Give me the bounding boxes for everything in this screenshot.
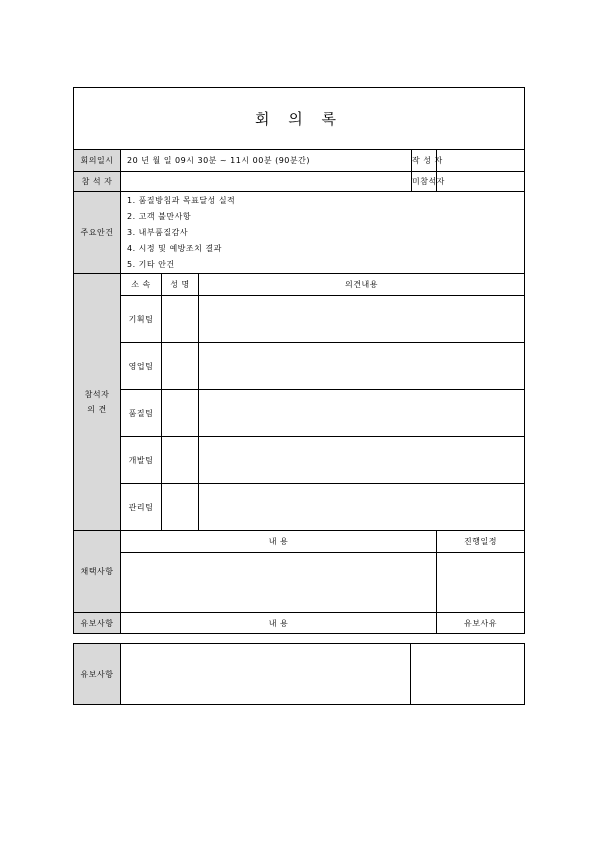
dept-header: 소 속 — [121, 274, 162, 296]
opinion-field[interactable] — [199, 437, 525, 484]
agenda-label: 주요안건 — [74, 192, 121, 274]
minutes-form-table — [73, 87, 525, 634]
schedule-header: 진행일정 — [437, 531, 525, 553]
adopted-content-field[interactable] — [121, 553, 437, 613]
name-field[interactable] — [162, 296, 199, 343]
dept-cell: 품질팀 — [121, 390, 162, 437]
attendees-label: 참 석 자 — [74, 172, 121, 192]
name-header: 성 명 — [162, 274, 199, 296]
agenda-item: 1. 품질방침과 목표달성 실적 — [127, 195, 236, 205]
name-field[interactable] — [162, 343, 199, 390]
agenda-item: 3. 내부품질감사 — [127, 227, 189, 237]
agenda-item: 5. 기타 안건 — [127, 259, 175, 269]
attendees-field[interactable] — [121, 172, 412, 192]
opinion-field[interactable] — [199, 296, 525, 343]
dept-cell: 개발팀 — [121, 437, 162, 484]
dept-cell: 관리팀 — [121, 484, 162, 531]
agenda-item: 2. 고객 불만사항 — [127, 211, 192, 221]
absentees-field[interactable] — [437, 172, 525, 192]
schedule-field[interactable] — [437, 553, 525, 613]
dept-cell: 기획팀 — [121, 296, 162, 343]
document-title: 회 의 록 — [74, 88, 525, 150]
adopted-content-header: 내 용 — [121, 531, 437, 553]
pending-content-header: 내 용 — [121, 613, 437, 634]
dept-cell: 영업팀 — [121, 343, 162, 390]
pending-label: 유보사항 — [74, 613, 121, 634]
meeting-date-field[interactable]: 20 년 월 일 09시 30분 ~ 11시 00분 (90분간) — [121, 150, 412, 172]
adopted-label: 채택사항 — [74, 531, 121, 613]
author-label: 작 성 자 — [412, 150, 437, 172]
opinion-field[interactable] — [199, 484, 525, 531]
agenda-item: 4. 시정 및 예방조치 결과 — [127, 243, 222, 253]
name-field[interactable] — [162, 484, 199, 531]
pending-reason-field[interactable] — [411, 644, 525, 705]
meeting-date-label: 회의일시 — [74, 150, 121, 172]
name-field[interactable] — [162, 437, 199, 484]
author-field[interactable] — [437, 150, 525, 172]
pending-reason-header: 유보사유 — [437, 613, 525, 634]
absentees-label: 미참석자 — [412, 172, 437, 192]
agenda-list — [121, 192, 525, 274]
pending-box-label: 유보사항 — [74, 644, 121, 705]
opinion-field[interactable] — [199, 343, 525, 390]
opinions-label: 참석자 의 견 — [74, 274, 121, 531]
pending-table — [73, 643, 525, 705]
opinion-content-header: 의견내용 — [199, 274, 525, 296]
opinion-field[interactable] — [199, 390, 525, 437]
pending-content-field[interactable] — [121, 644, 411, 705]
name-field[interactable] — [162, 390, 199, 437]
